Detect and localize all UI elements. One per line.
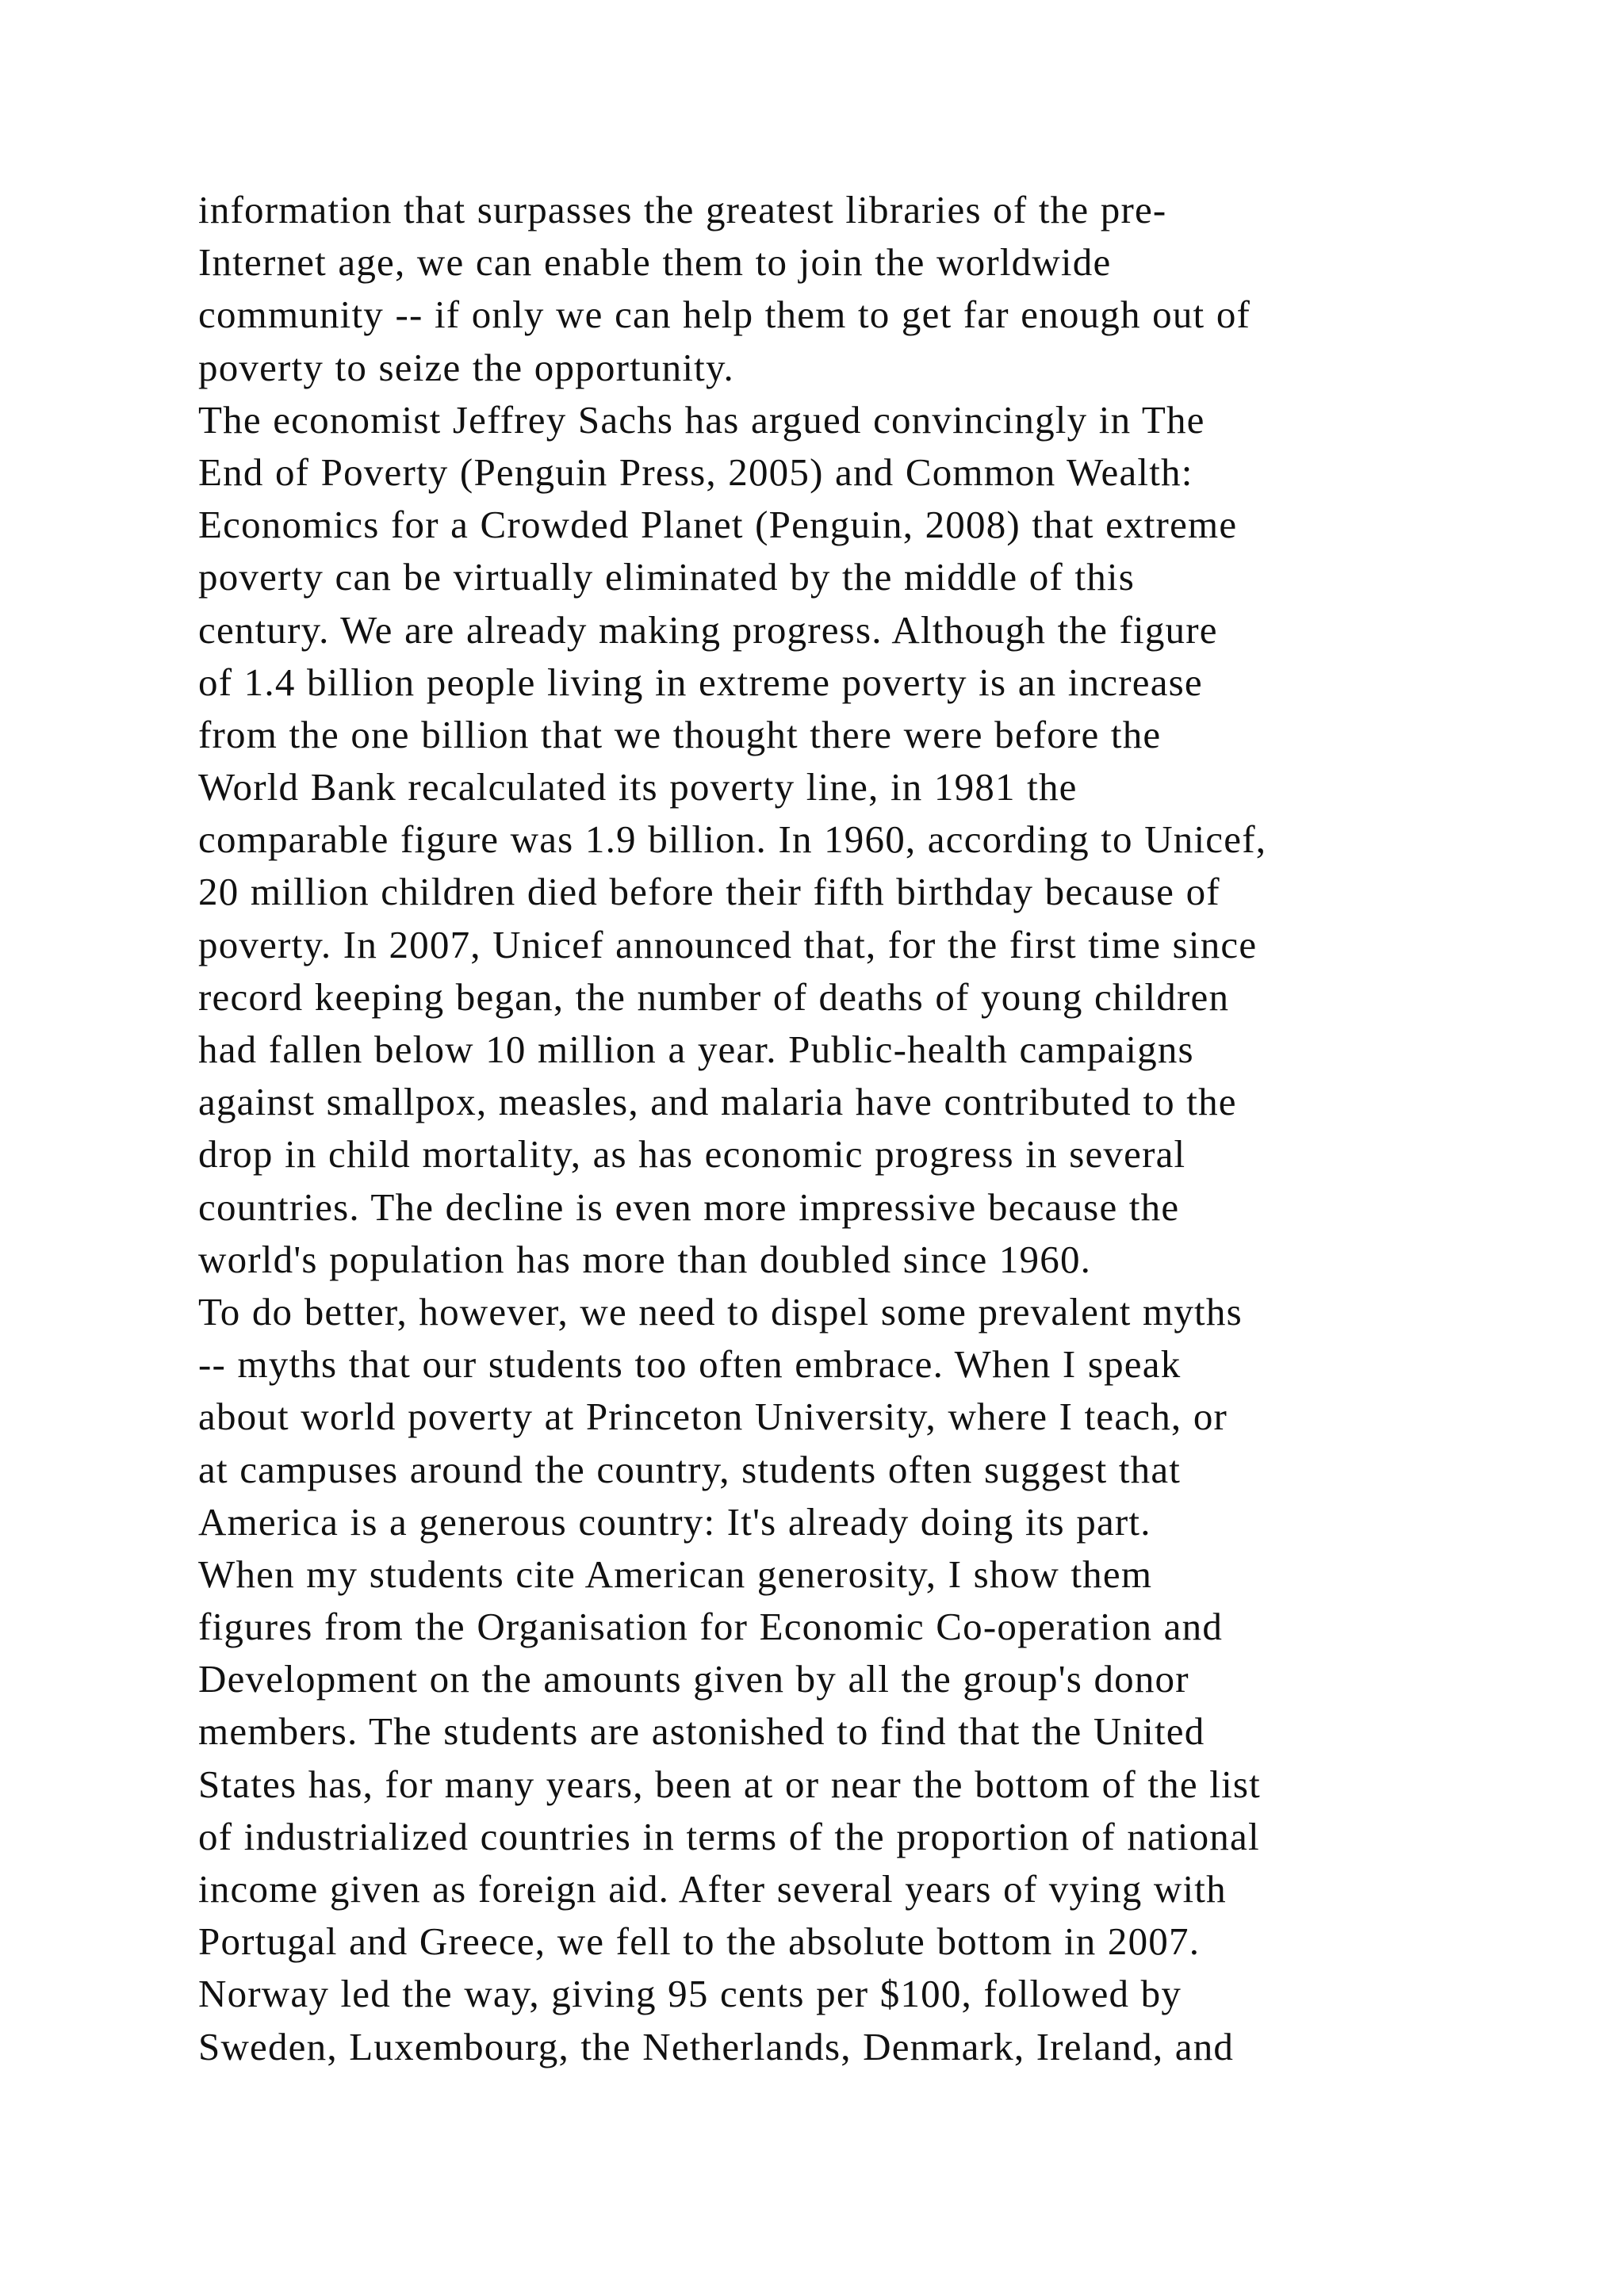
text-line: information that surpasses the greatest libraries of the pre-	[198, 188, 1167, 232]
text-line: States has, for many years, been at or near the bottom of the list	[198, 1762, 1261, 1806]
text-line: Norway led the way, giving 95 cents per $100, followed by	[198, 1972, 1182, 2016]
text-line: drop in child mortality, as has economic progress in several	[198, 1132, 1186, 1177]
text-line: of 1.4 billion people living in extreme poverty is an increase	[198, 660, 1203, 704]
text-line: at campuses around the country, students often suggest that	[198, 1447, 1182, 1491]
text-line: income given as foreign aid. After several years of vying with	[198, 1867, 1227, 1911]
text-line: about world poverty at Princeton University, where I teach, or	[198, 1395, 1228, 1439]
text-line: members. The students are astonished to find that the United	[198, 1709, 1205, 1754]
body-text	[198, 184, 1546, 2073]
text-line: poverty can be virtually eliminated by the middle of this	[198, 555, 1135, 599]
text-line: America is a generous country: It's already doing its part.	[198, 1499, 1151, 1544]
text-line: poverty to seize the opportunity.	[198, 345, 734, 389]
text-line: Sweden, Luxembourg, the Netherlands, Denmark, Ireland, and	[198, 2024, 1235, 2068]
text-line: Internet age, we can enable them to join the worldwide	[198, 240, 1112, 285]
text-line: against smallpox, measles, and malaria have contributed to the	[198, 1080, 1237, 1124]
text-line: century. We are already making progress. Although the figure	[198, 607, 1218, 652]
text-line: 20 million children died before their fifth birthday because of	[198, 870, 1220, 914]
text-line: End of Poverty (Penguin Press, 2005) and Common Wealth:	[198, 450, 1193, 494]
text-line: countries. The decline is even more impressive because the	[198, 1184, 1180, 1229]
text-line: from the one billion that we thought there were before the	[198, 712, 1162, 756]
text-line: World Bank recalculated its poverty line, in 1981 the	[198, 765, 1078, 809]
text-line: community -- if only we can help them to get far enough out of	[198, 293, 1251, 337]
text-line: To do better, however, we need to dispel some prevalent myths	[198, 1289, 1243, 1334]
text-line: -- myths that our students too often embrace. When I speak	[198, 1342, 1182, 1387]
text-line: The economist Jeffrey Sachs has argued convincingly in The	[198, 397, 1205, 442]
text-line: of industrialized countries in terms of the proportion of national	[198, 1814, 1260, 1858]
text-line: comparable figure was 1.9 billion. In 1960, according to Unicef,	[198, 817, 1267, 862]
text-line: When my students cite American generosity, I show them	[198, 1552, 1153, 1596]
text-line: record keeping began, the number of deaths of young children	[198, 974, 1230, 1019]
text-line: figures from the Organisation for Economic Co-operation and	[198, 1605, 1224, 1649]
text-line: Economics for a Crowded Planet (Penguin, 2008) that extreme	[198, 503, 1238, 547]
text-line: Development on the amounts given by all the group's donor	[198, 1657, 1189, 1701]
text-line: Portugal and Greece, we fell to the absolute bottom in 2007.	[198, 1919, 1201, 1964]
text-line: poverty. In 2007, Unicef announced that, for the first time since	[198, 922, 1258, 966]
text-line: world's population has more than doubled since 1960.	[198, 1237, 1092, 1281]
text-line: had fallen below 10 million a year. Public-health campaigns	[198, 1027, 1194, 1071]
